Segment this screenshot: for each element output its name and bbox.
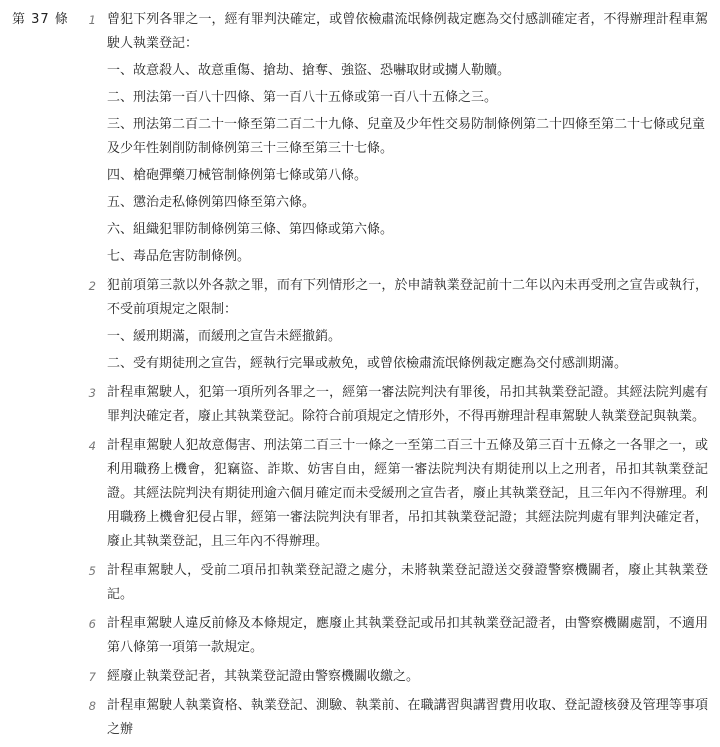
paragraph-number: 6 [88,617,96,631]
paragraph-text: 計程車駕駛人違反前條及本條規定，應廢止其執業登記或吊扣其執業登記證者，由警察機關處罰，不適用第八條第一項第一款規定。 [107,616,708,655]
paragraph-number: 5 [88,564,96,578]
article-content [80,8,708,747]
paragraph-8 [80,694,708,742]
paragraph-text: 計程車駕駛人犯故意傷害、刑法第二百三十一條之一至第二百三十五條及第三百十五條之一各罪之一，或利用職務上機會，犯竊盜、詐欺、妨害自由，經第一審法院判決有期徒刑以上之刑者，吊扣其執業登記證。其經法院判決有期徒刑逾六個月確定而未受緩刑之宣告者，廢止其執業登記，且三年內不得辦理。利用職務上機會犯侵占罪，經第一審法院判決有罪者，吊扣其執業登記證；其經法院判處有罪判決確定者，廢止其執業登記，且三年內不得辦理。 [107,438,708,549]
list-item: 二、刑法第一百八十四條、第一百八十五條或第一百八十五條之三。 [107,90,498,105]
list-item: 五、懲治走私條例第四條至第六條。 [107,195,316,210]
list-item: 一、緩刑期滿，而緩刑之宣告未經撤銷。 [107,329,342,344]
paragraph-number: 7 [88,670,96,684]
paragraph-number: 2 [88,279,96,293]
item-list [107,325,708,376]
paragraph-text: 計程車駕駛人，受前二項吊扣執業登記證之處分，未將執業登記證送交發證警察機關者，廢止其執業登記。 [107,563,708,602]
paragraph-6 [80,612,708,660]
paragraph-number: 1 [88,13,96,27]
paragraph-text: 犯前項第三款以外各款之罪，而有下列情形之一，於申請執業登記前十二年以內未再受刑之宣告或執行，不受前項規定之限制： [107,278,708,317]
list-item: 七、毒品危害防制條例。 [107,249,251,264]
paragraph-5 [80,559,708,607]
list-item: 六、組織犯罪防制條例第三條、第四條或第六條。 [107,222,394,237]
paragraph-text: 曾犯下列各罪之一，經有罪判決確定，或曾依檢肅流氓條例裁定應為交付感訓確定者，不得辦理計程車駕駛人執業登記： [107,12,708,51]
list-item: 四、槍砲彈藥刀械管制條例第七條或第八條。 [107,168,368,183]
paragraph-number: 3 [88,386,96,400]
paragraph-7 [80,665,708,689]
paragraph-text: 計程車駕駛人，犯第一項所列各罪之一，經第一審法院判決有罪後，吊扣其執業登記證。其經法院判處有罪判決確定者，廢止其執業登記。除符合前項規定之情形外，不得再辦理計程車駕駛人執業登記與執業。 [107,385,708,424]
list-item: 一、故意殺人、故意重傷、搶劫、搶奪、強盜、恐嚇取財或擄人勒贖。 [107,63,511,78]
list-item: 二、受有期徒刑之宣告，經執行完畢或赦免，或曾依檢肅流氓條例裁定應為交付感訓期滿。 [107,356,628,371]
paragraph-3 [80,381,708,429]
paragraph-2 [80,274,708,376]
item-list [107,59,708,269]
paragraph-number: 8 [88,699,96,713]
article-number: 第 37 條 [12,12,69,27]
paragraph-number: 4 [88,439,96,453]
paragraph-text: 經廢止執業登記者，其執業登記證由警察機關收繳之。 [107,669,420,684]
paragraph-1 [80,8,708,269]
list-item: 三、刑法第二百二十一條至第二百二十九條、兒童及少年性交易防制條例第二十四條至第二十七條或兒童及少年性剝削防制條例第三十三條至第三十七條。 [107,117,706,156]
paragraph-text: 計程車駕駛人執業資格、執業登記、測驗、執業前、在職講習與講習費用收取、登記證核發及管理等事項之辦 [107,698,708,737]
paragraph-4 [80,434,708,554]
